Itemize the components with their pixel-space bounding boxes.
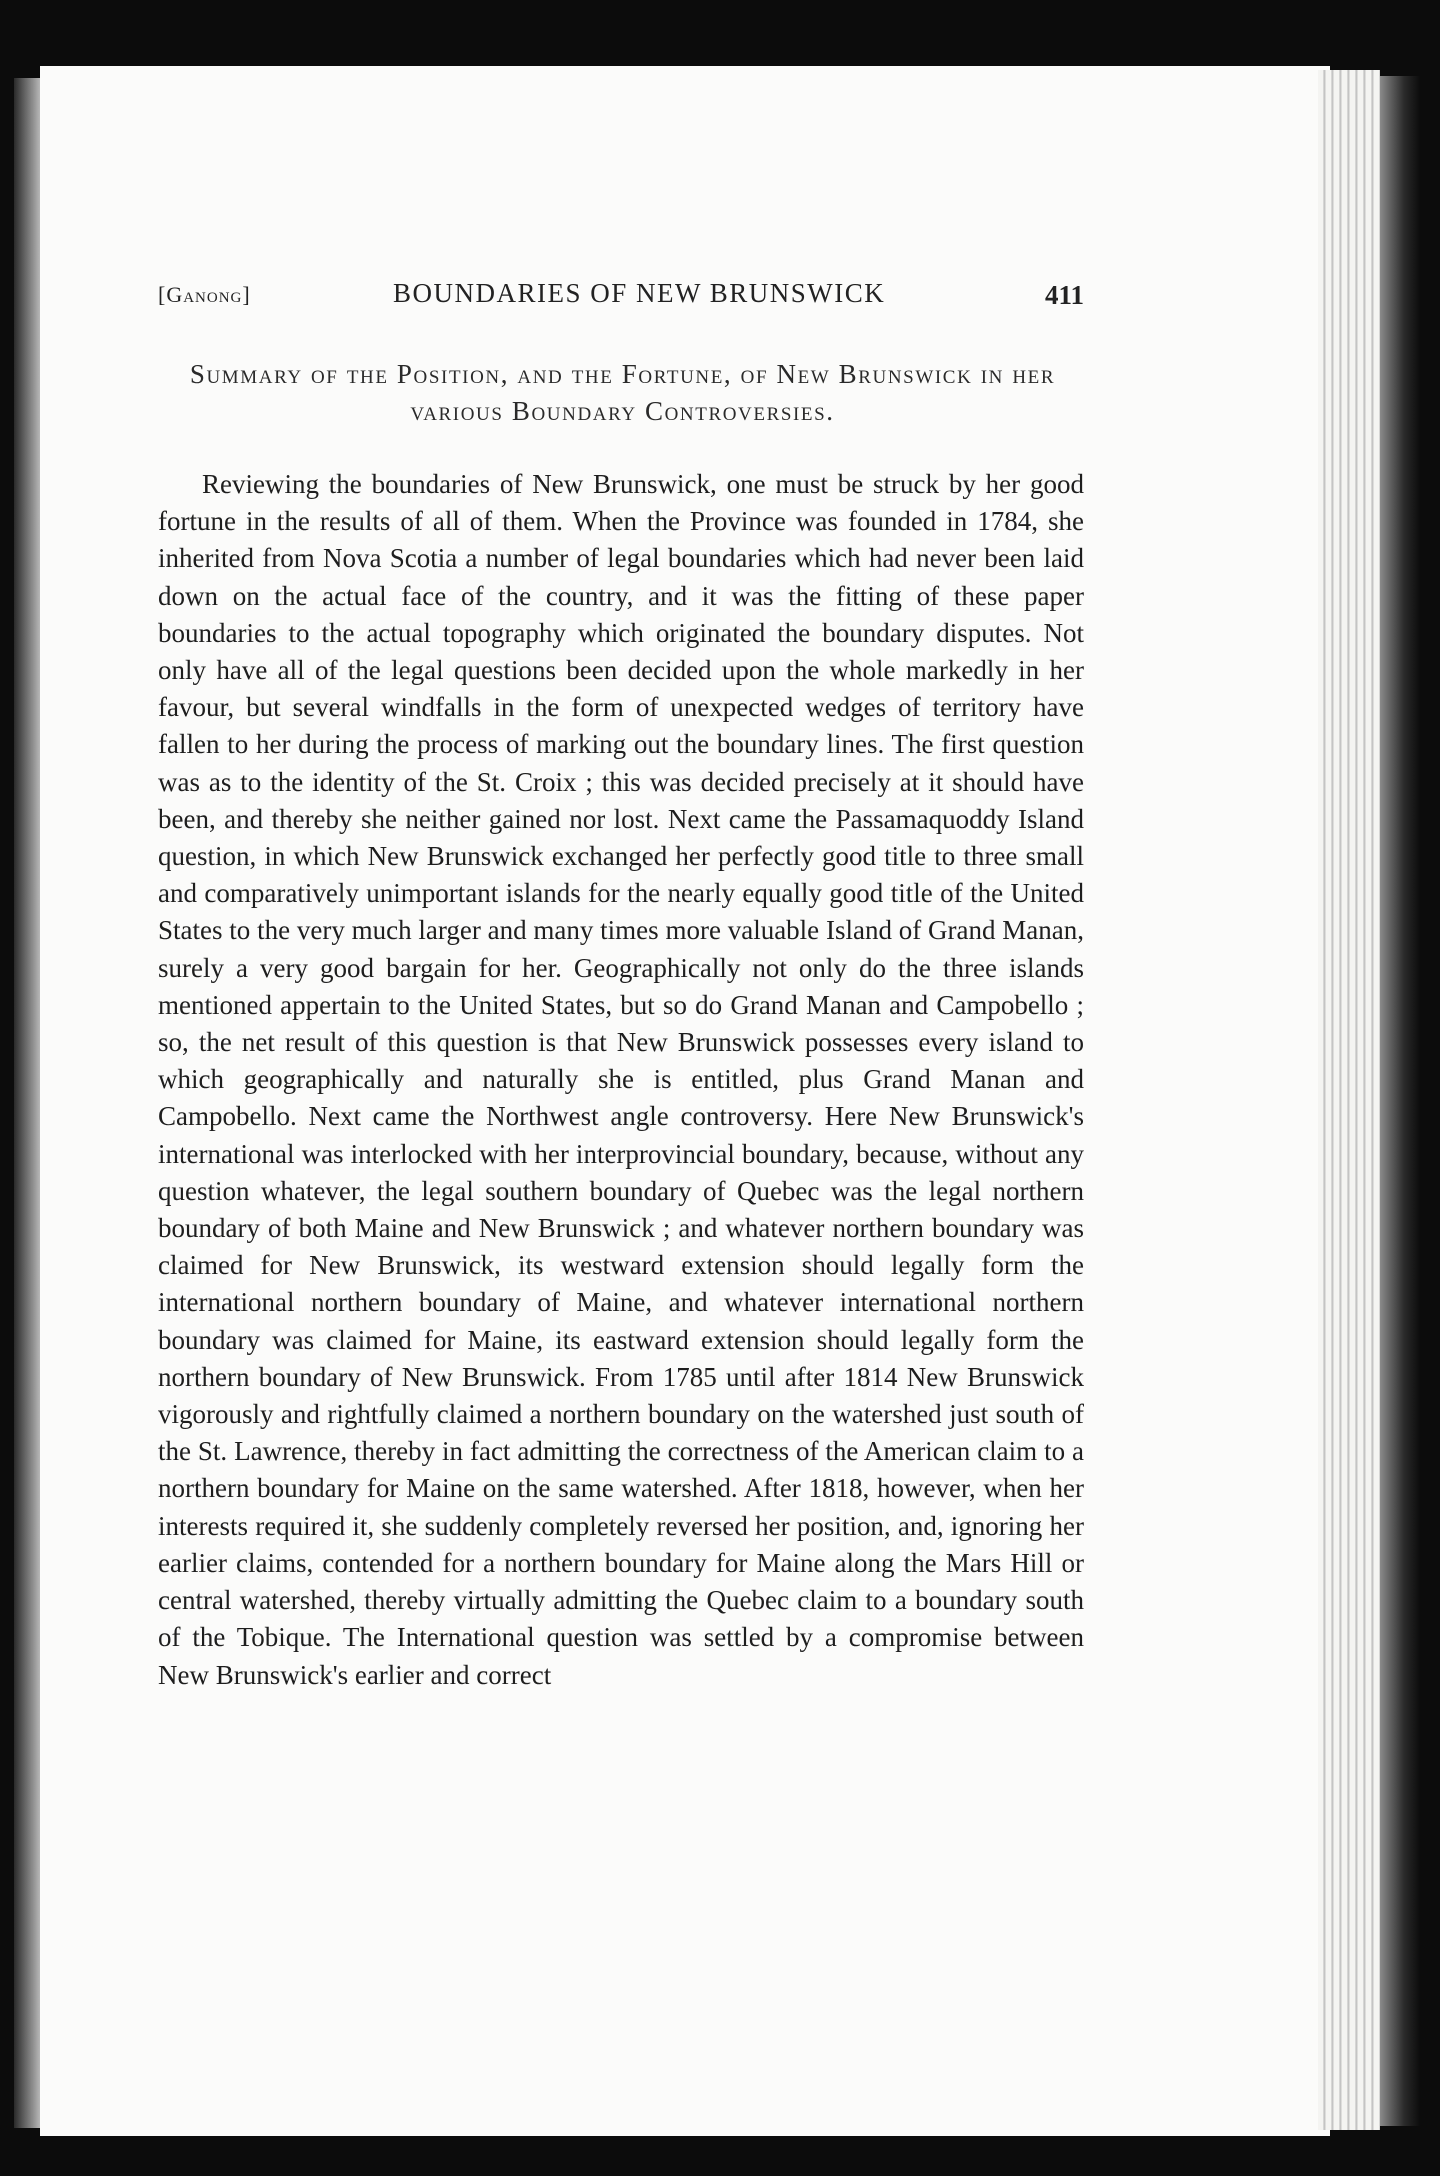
body-paragraph: Reviewing the boundaries of New Brunswick, one must be struck by her good fortune in the results of all of them. When the Province was founded in 1784, she inherited from Nova Scotia a number of legal boundaries which had never been laid down on the actual face of the country, and it was the fitting of these paper boundaries to the actual topography which originated the boundary disputes. Not only have all of the legal questions been decided upon the whole markedly in her favour, but several windfalls in the form of unexpected wedges of territory have fallen to her during the process of marking out the boundary lines. The first question was as to the identity of the St. Croix ; this was decided precisely at it should have been, and thereby she neither gained nor lost. Next came the Passamaquoddy Island question, in which New Brunswick exchanged her perfectly good title to three small and comparatively unimportant islands for the nearly equally good title of the United States to the very much larger and many times more valuable Island of Grand Manan, surely a very good bargain for her. Geographically not only do the three islands mentioned appertain to the United States, but so do Grand Manan and Campobello ; so, the net result of this question is that New Brunswick possesses every island to which geographically and naturally she is entitled, plus Grand Manan and Campobello. Next came the Northwest angle controversy. Here New Brunswick's international was interlocked with her interprovincial boundary, because, without any question whatever, the legal southern boundary of Quebec was the legal northern boundary of both Maine and New Brunswick ; and whatever northern boundary was claimed for New Brunswick, its westward extension should legally form the international northern boundary of Maine, and whatever international northern boundary was claimed for Maine, its eastward extension should legally form the northern boundary of New Brunswick. From 1785 until after 1814 New Brunswick vigorously and rightfully claimed a northern boundary on the watershed just south of the St. Lawrence, thereby in fact admitting the correctness of the American claim to a northern boundary for Maine on the same watershed. After 1818, however, when her interests required it, she suddenly completely reversed her position, and, ignoring her earlier claims, contended for a northern boundary for Maine along the Mars Hill or central watershed, thereby virtually admitting the Quebec claim to a boundary south of the Tobique. The International question was settled by a compromise between New Brunswick's earlier and correct — [158, 469, 1084, 1690]
page-number: 411 — [1044, 280, 1084, 310]
section-title: Summary of the Position, and the Fortune, of New Brunswick in her various Boundary Controversies. — [189, 359, 1056, 426]
running-header — [158, 278, 1084, 318]
header-running-title: BOUNDARIES OF NEW BRUNSWICK — [393, 278, 886, 308]
book-binding-shadow — [1380, 76, 1420, 2126]
page-stack-edges — [1318, 70, 1380, 2130]
header-author: [Ganong] — [158, 282, 251, 307]
